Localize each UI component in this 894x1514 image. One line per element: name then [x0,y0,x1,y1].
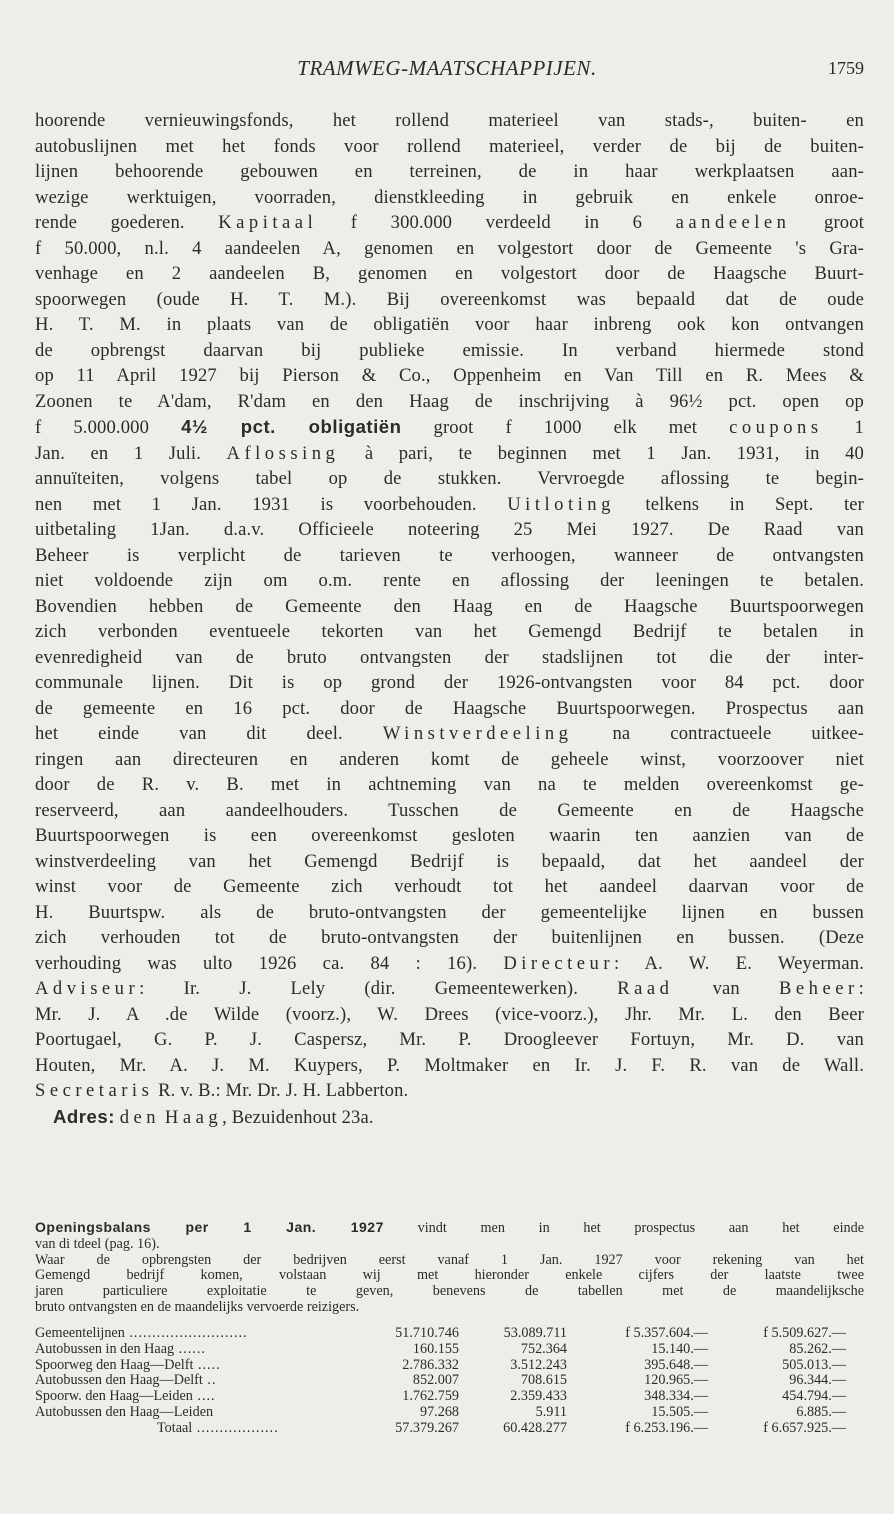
body-segment: spoorwegen (oude H. T. M.). Bij overeenkomst was bepaald dat de oude [35,288,864,310]
note-line [35,1253,864,1269]
body-segment: den [119,1106,161,1128]
table-cell: f 5.509.627.— [763,1325,846,1341]
note-line [35,1220,864,1237]
body-segment: na contractueele uitkee- [572,723,865,744]
table-cell: 51.710.746 [395,1325,459,1341]
body-segment: ringen aan directeuren en anderen komt de geheele winst, voorzoover niet [35,748,864,770]
table-cell: 5.911 [535,1403,567,1420]
note-segment: Gemengd bedrijf komen, volstaan wij met hieronder enkele cijfers der laatste twee [35,1267,864,1284]
table-cell: 96.344.— [789,1372,846,1389]
body-line [35,747,864,773]
table-cell: 160.155 [412,1340,459,1357]
table-cell: 348.334.— [644,1388,708,1405]
body-segment: Zoonen te A'dam, R'dam en den Haag de inschrijving à 96½ pct. open op [35,390,864,412]
body-segment: nen met 1 Jan. 1931 is voorbehouden. [35,493,508,515]
body-segment: H. Buurtspw. als de bruto-ontvangsten der gemeentelijke lijnen en bussen [35,901,864,923]
body-segment: door de R. v. B. met in achtneming van na te melden overeenkomst ge- [35,774,864,795]
body-segment: niet voldoende zijn om o.m. rente en aflossing der leeningen te betalen. [35,570,864,591]
table-row [35,1358,864,1374]
body-line [35,823,864,849]
body-segment: à pari, te beginnen met 1 Jan. 1931, in 40 [339,442,864,464]
body-line [35,261,864,287]
body-segment: lijnen behoorende gebouwen en terreinen, de in haar werkplaatsen aan- [35,161,864,182]
body-segment: wezige werktuigen, voorraden, dienstkleeding in gebruik en enkele onroe- [35,186,864,208]
body-line [35,1002,864,1028]
body-segment: Haag [164,1106,223,1128]
body-line [35,798,864,824]
row-label: Autobussen in den Haag ...... [35,1340,206,1357]
body-segment: : Ir. J. Lely (dir. Gemeentewerken). [139,978,618,999]
body-segment: winst voor de Gemeente zich verhoudt tot het aandeel daarvan voor de [35,876,864,897]
table-cell: f 6.253.196.— [625,1419,708,1436]
body-line [35,466,864,492]
body-segment: hoorende vernieuwingsfonds, het rollend materieel van stads-, buiten- en [35,110,864,131]
table-cell: 3.512.243 [510,1356,567,1373]
body-line [35,312,864,338]
body-segment: Jan. en 1 Juli. [35,442,227,464]
body-segment: de gemeente en 16 pct. door de Haagsche Buurtspoorwegen. Prospectus aan [35,697,864,719]
body-line [35,645,864,671]
row-label: Autobussen den Haag—Leiden [35,1403,214,1420]
body-segment: aandeelen [675,212,791,233]
body-line [35,1053,864,1079]
table-row [35,1405,864,1421]
note-segment: jaren particuliere exploitatie te geven, benevens de tabellen met de maandelijksche [35,1283,864,1300]
body-segment: evenredigheid van de bruto ontvangsten der stadslijnen tot die der inter- [35,646,864,668]
note-segment: van di tdeel (pag. 16). [35,1235,160,1252]
table-cell: 505.013.— [782,1356,846,1373]
table-cell: 60.428.277 [503,1419,567,1436]
table-cell: 97.268 [419,1403,459,1420]
note-segment: Waar de opbrengsten der bedrijven eerst vanaf 1 Jan. 1927 voor rekening van het [35,1251,864,1268]
body-line [35,134,864,160]
table-cell: 708.615 [520,1372,567,1389]
table-cell: 15.505.— [651,1403,708,1420]
body-line [35,568,864,594]
body-line [35,363,864,389]
body-line [35,900,864,926]
note-line [35,1300,864,1316]
body-line [35,925,864,951]
body-segment: de opbrengst daarvan bij publieke emissie. In verband hiermede stond [35,339,864,361]
body-line [35,1078,864,1104]
note-text [35,1220,864,1316]
body-line [35,236,864,262]
body-segment: venhage en 2 aandeelen B, genomen en volgestort door de Haagsche Buurt- [35,263,864,284]
table-row [35,1373,864,1389]
body-segment: f 50.000, n.l. 4 aandeelen A, genomen en volgestort door de Gemeente 's Gra- [35,237,864,259]
table-cell: f 5.357.604.— [625,1325,708,1341]
body-segment: Uitloting [507,493,615,515]
body-line [35,441,864,467]
body-segment: Buurtspoorwegen is een overeenkomst gesloten waarin ten aanzien van de [35,825,864,846]
body-line [35,1104,864,1131]
table-cell: f 6.657.925.— [763,1419,846,1436]
row-label: Spoorw. den Haag—Leiden .... [35,1388,216,1405]
body-segment: 1 [822,417,865,438]
table-cell: 85.262.— [789,1340,846,1357]
body-text [35,108,864,1130]
body-segment: : [858,978,864,999]
body-line [35,849,864,875]
body-line [35,1027,864,1053]
row-label: Autobussen den Haag—Delft .. [35,1372,217,1389]
row-label: Gemeentelijnen .......................... [35,1325,248,1341]
body-line [35,492,864,518]
table-cell: 120.965.— [644,1372,708,1389]
body-segment: Raad [617,978,674,999]
table-cell: 454.794.— [782,1388,846,1405]
note-segment: Openingsbalans per 1 Jan. 1927 [35,1219,384,1235]
body-line [35,159,864,185]
body-line [35,772,864,798]
table-cell: 2.359.433 [510,1388,567,1405]
note-line [35,1268,864,1284]
body-line [35,414,864,441]
body-line [35,389,864,415]
body-segment: Directeur [503,952,615,974]
body-line [35,721,864,747]
body-segment: Mr. J. A .de Wilde (voorz.), W. Drees (vice-voorz.), Jhr. Mr. L. den Beer [35,1003,864,1025]
body-line [35,338,864,364]
note-segment: bruto ontvangsten en de maandelijks vervoerde reizigers. [35,1298,360,1315]
body-segment: autobuslijnen met het fonds voor rollend materieel, verder de bij de buiten- [35,135,864,157]
table-row [35,1389,864,1405]
note-line [35,1284,864,1300]
body-segment: Aflossing [226,442,340,464]
body-segment: uitbetaling 1Jan. d.a.v. Officieele noteering 25 Mei 1927. De Raad van [35,519,864,540]
body-segment: op 11 April 1927 bij Pierson & Co., Oppenheim en Van Till en R. Mees & [35,365,864,386]
body-segment: , Bezuidenhout 23a. [222,1106,374,1128]
note-line [35,1237,864,1253]
body-segment: annuïteiten, volgens tabel op de stukken. Vervroegde aflossing te begin- [35,468,864,489]
body-line [35,210,864,236]
body-segment: R. v. B.: Mr. Dr. J. H. Labberton. [153,1080,409,1101]
table-cell: 53.089.711 [503,1325,567,1341]
body-line [35,594,864,620]
body-line [35,287,864,313]
body-line [35,951,864,977]
table-cell: 2.786.332 [402,1356,459,1373]
page-header [0,56,894,86]
body-segment: zich verbonden eventueele tekorten van het Gemengd Bedrijf te betalen in [35,621,864,642]
body-line [35,670,864,696]
body-line [35,696,864,722]
body-line [35,543,864,569]
body-segment: Houten, Mr. A. J. M. Kuypers, P. Moltmaker en Ir. J. F. R. van de Wall. [35,1054,864,1076]
body-segment: telkens in Sept. ter [614,493,864,515]
table-cell: 852.007 [412,1372,459,1389]
body-line [35,185,864,211]
body-segment: Beheer [779,978,859,999]
body-line [35,874,864,900]
body-segment: Bovendien hebben de Gemeente den Haag en de Haagsche Buurtspoorwegen [35,595,864,617]
body-segment: 4½ pct. obligatiën [181,416,402,437]
body-segment: groot [790,212,865,233]
body-segment: f 5.000.000 [35,417,182,438]
body-segment: van [673,978,780,999]
body-segment: Winstverdeeling [382,723,573,744]
table-cell: 1.762.759 [402,1388,459,1405]
row-label: Totaal .................. [157,1419,279,1436]
body-segment: f 300.000 verdeeld in 6 [317,212,676,233]
body-segment: Poortugael, G. P. J. Caspersz, Mr. P. Droogleever Fortuyn, Mr. D. van [35,1029,864,1050]
body-segment: rende goederen. [35,212,219,233]
table-row [35,1421,864,1437]
body-segment: : A. W. E. Weyerman. [614,952,864,974]
table-cell: 752.364 [520,1340,567,1357]
body-segment: Adres: [53,1105,115,1127]
body-segment: reserveerd, aan aandeelhouders. Tusschen de Gemeente en de Haagsche [35,799,864,821]
note-segment: vindt men in het prospectus aan het einde [383,1220,865,1236]
body-segment: coupons [729,417,823,438]
table-row [35,1342,864,1358]
body-segment: Beheer is verplicht de tarieven te verhoogen, wanneer de ontvangsten [35,544,864,566]
running-title: TRAMWEG-MAATSCHAPPIJEN. [297,56,597,80]
body-segment: verhouding was ulto 1926 ca. 84 : 16). [35,952,504,974]
body-segment: het einde van dit deel. [35,723,383,744]
table-cell: 15.140.— [651,1340,708,1357]
body-segment: groot f 1000 elk met [401,417,730,438]
table-row [35,1326,864,1342]
table-cell: 395.648.— [644,1356,708,1373]
body-segment: Secretaris [35,1080,154,1101]
table-cell: 57.379.267 [395,1419,459,1436]
page-number: 1759 [828,58,864,78]
body-line [35,517,864,543]
body-segment: winstverdeeling van het Gemengd Bedrijf is bepaald, dat het aandeel der [35,850,864,872]
body-line [35,976,864,1002]
body-segment: H. T. M. in plaats van de obligatiën voor haar inbreng ook kon ontvangen [35,314,864,335]
body-line [35,108,864,134]
body-segment: communale lijnen. Dit is op grond der 1926-ontvangsten voor 84 pct. door [35,672,864,693]
revenue-table [35,1326,864,1437]
body-segment: Kapitaal [218,212,318,233]
table-cell: 6.885.— [796,1403,846,1420]
body-segment: Adviseur [35,978,140,999]
body-segment: zich verhouden tot de bruto-ontvangsten der buitenlijnen en bussen. (Deze [35,927,864,948]
row-label: Spoorweg den Haag—Delft ..... [35,1356,221,1373]
body-line [35,619,864,645]
